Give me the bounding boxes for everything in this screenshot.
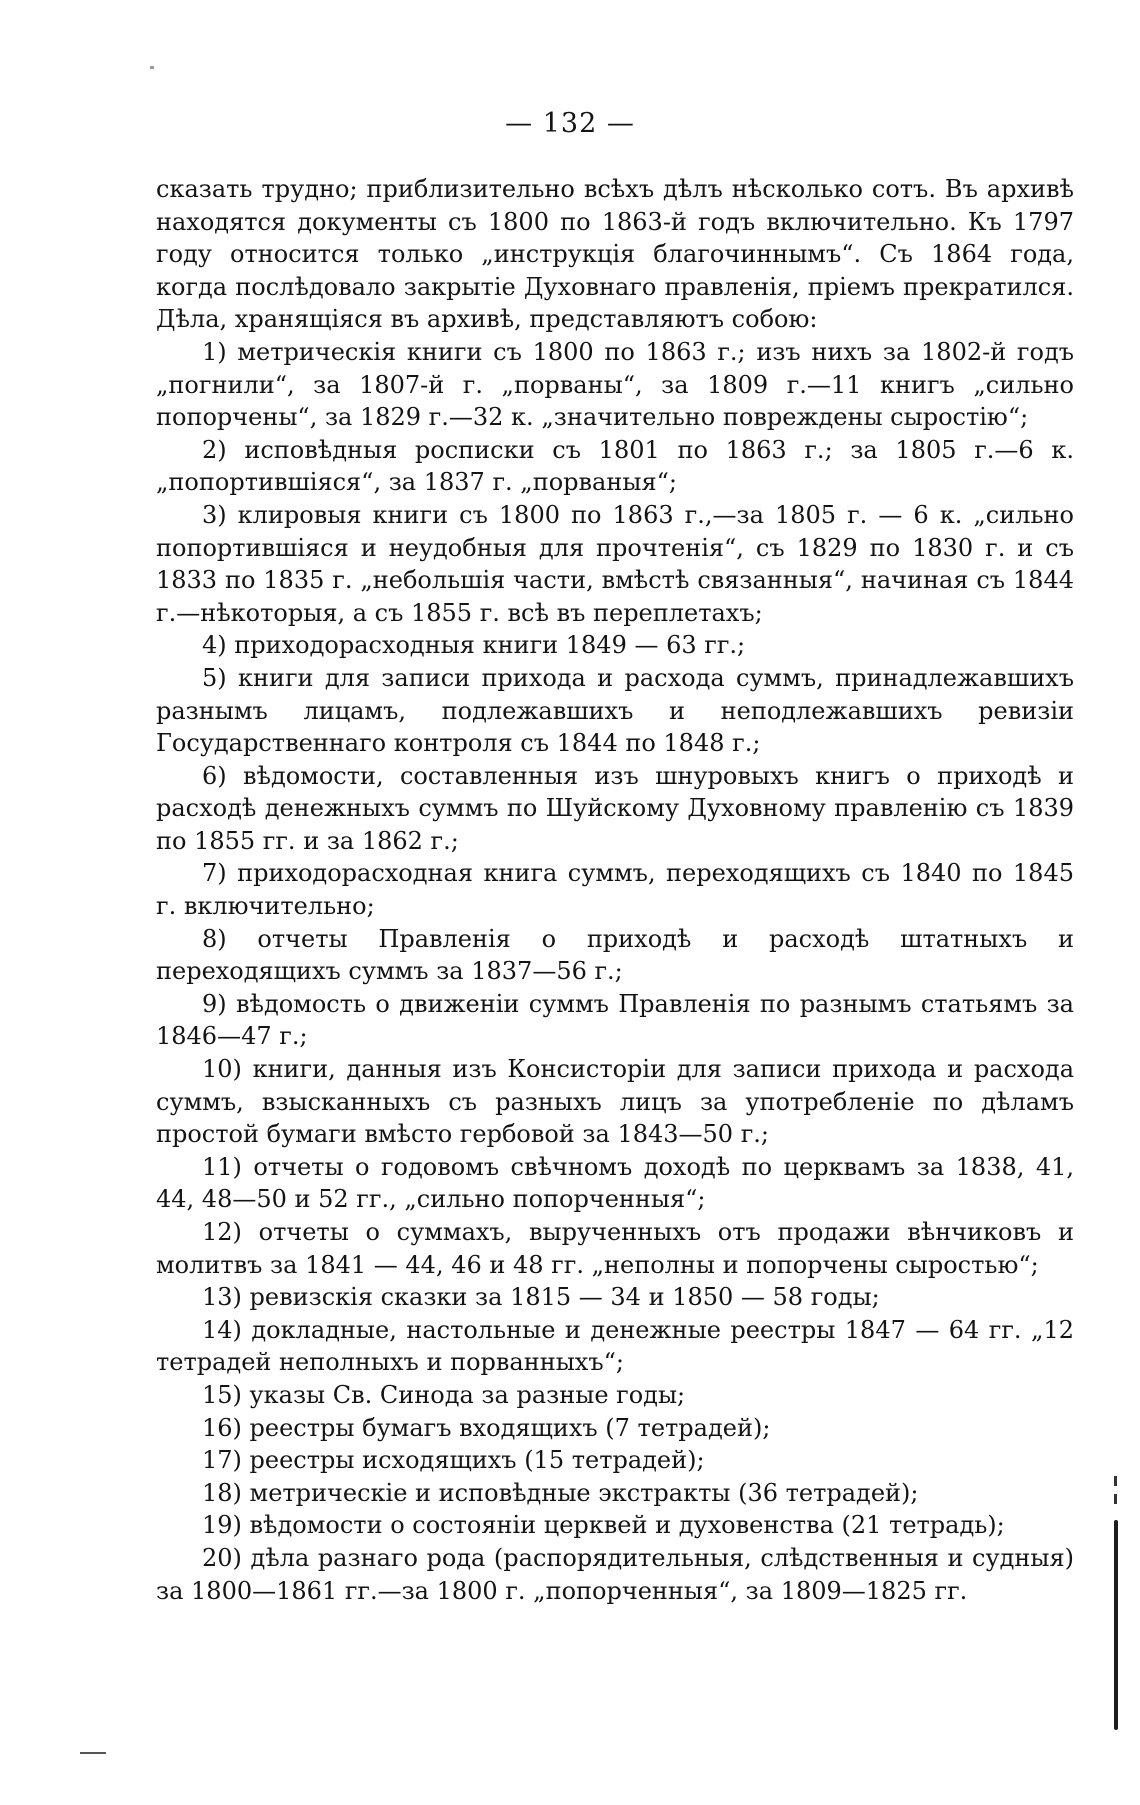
edge-mark [1114,1476,1117,1486]
list-item-9: 9) вѣдомость о движеніи суммъ Правленія по разнымъ статьямъ за 1846—47 г.; [156,989,1074,1051]
list-item-8: 8) отчеты Правленія о приходѣ и расходѣ штатныхъ и переходящихъ суммъ за 1837—56 г.; [156,924,1074,986]
list-item-6: 6) вѣдомости, составленныя изъ шнуровыхъ книгъ о приходѣ и расходѣ денежныхъ суммъ по Шуйскому Духовному правленію съ 1839 по 1855 гг. и за 1862 г.; [156,761,1074,855]
list-item-20: 20) дѣла разнаго рода (распорядительныя, слѣдственныя и судныя) за 1800—1861 гг.—за 1800 г. „попорченныя“, за 1809—1825 гг. [156,1543,1074,1605]
list-item-16: 16) реестры бумагъ входящихъ (7 тетрадей); [202,1413,771,1442]
list-item-4: 4) приходорасходныя книги 1849 — 63 гг.; [202,631,746,660]
body-text [156,173,1074,1607]
list-item-10: 10) книги, данныя изъ Консисторіи для записи прихода и расхода суммъ, взысканныхъ съ разныхъ лицъ за употребленіе по дѣламъ простой бумаги вмѣсто гербовой за 1843—50 г.; [156,1055,1074,1149]
list-item-1: 1) метрическія книги съ 1800 по 1863 г.; изъ нихъ за 1802-й годъ „погнили“, за 1807-й г. „порваны“, за 1809 г.—11 книгъ „сильно попорчены“, за 1829 г.—32 к. „значительно повреждены сыростію“; [156,337,1074,432]
list-item-19: 19) вѣдомости о состояніи церквей и духовенства (21 тетрадь); [202,1511,1005,1540]
page-edge-line [1114,1520,1118,1730]
list-item-5: 5) книги для записи прихода и расхода суммъ, принадлежавшихъ разнымъ лицамъ, подлежавшихъ и неподлежавшихъ ревизіи Государственнаго контроля съ 1844 по 1848 г.; [156,663,1074,758]
list-item-11: 11) отчеты о годовомъ свѣчномъ доходѣ по церквамъ за 1838, 41, 44, 48—50 и 52 гг., „сильно попорченныя“; [156,1152,1074,1214]
list-item-14: 14) докладные, настольные и денежные реестры 1847 — 64 гг. „12 тетрадей неполныхъ и порванныхъ“; [156,1315,1074,1377]
list-item-7: 7) приходорасходная книга суммъ, переходящихъ съ 1840 по 1845 г. включительно; [156,859,1074,921]
list-item-12: 12) отчеты о суммахъ, вырученныхъ отъ продажи вѣнчиковъ и молитвъ за 1841 — 44, 46 и 48 гг. „неполны и попорчены сыростью“; [156,1218,1074,1279]
list-item-2: 2) исповѣдныя росписки съ 1801 по 1863 г.; за 1805 г.—6 к. „попортившіяся“, за 1837 г. „порваныя“; [156,435,1074,497]
scan-dash [80,1752,106,1754]
list-item-18: 18) метрическіе и исповѣдные экстракты (36 тетрадей); [202,1478,919,1507]
list-item-13: 13) ревизскія сказки за 1815 — 34 и 1850 — 58 годы; [202,1283,880,1312]
paragraph-intro: сказать трудно; приблизительно всѣхъ дѣлъ нѣсколько сотъ. Въ архивѣ находятся документы съ 1800 по 1863-й годъ включительно. Къ 1797 году относится только „инструкція благочиннымъ“. Съ 1864 года, когда послѣдовало закрытіе Духовнаго правленія, пріемъ прекратился. Дѣла, хранящіяся въ архивѣ, представляютъ собою: [156,175,1074,334]
page-number: — 132 — [505,108,635,139]
list-item-3: 3) клировыя книги съ 1800 по 1863 г.,—за 1805 г. — 6 к. „сильно попортившіяся и неудобныя для прочтенія“, съ 1829 по 1830 г. и съ 1833 по 1835 г. „небольшія части, вмѣстѣ связанныя“, начиная съ 1844 г.—нѣкоторыя, а съ 1855 г. всѣ въ переплетахъ; [156,500,1074,627]
list-item-15: 15) указы Св. Синода за разные годы; [202,1380,686,1409]
list-item-17: 17) реестры исходящихъ (15 тетрадей); [202,1446,705,1475]
edge-mark [1114,1494,1117,1504]
scan-speck [150,66,154,69]
